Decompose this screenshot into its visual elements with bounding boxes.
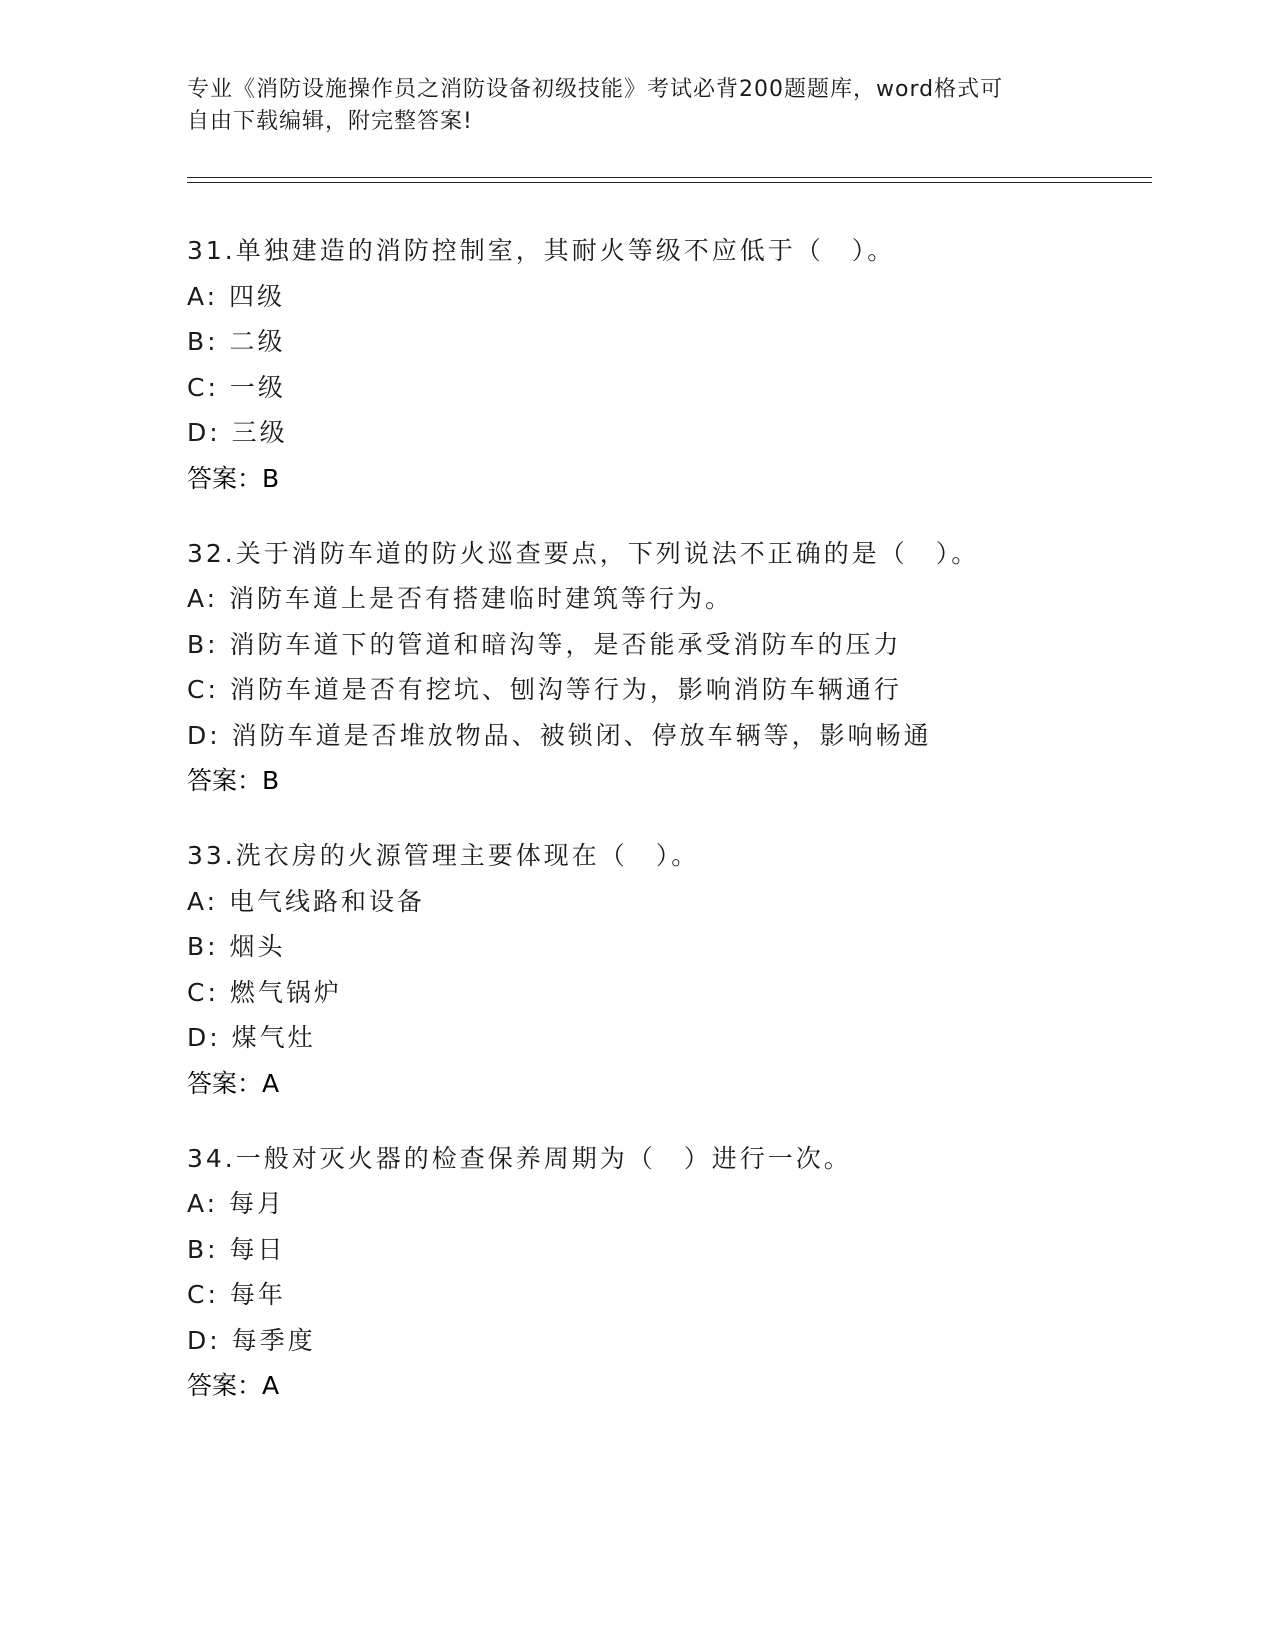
option-c: C: 消防车道是否有挖坑、刨沟等行为，影响消防车辆通行 (187, 675, 902, 704)
document-header (187, 74, 1067, 138)
option-c: C: 每年 (187, 1280, 286, 1309)
question-stem: 31.单独建造的消防控制室，其耐火等级不应低于（ ）。 (187, 236, 896, 265)
answer-line: 答案：B (187, 463, 280, 493)
question-33 (187, 841, 1147, 1099)
header-line-1: 专业《消防设施操作员之消防设备初级技能》考试必背200题题库，word格式可 (187, 77, 1004, 102)
question-stem: 34.一般对灭火器的检查保养周期为（ ）进行一次。 (187, 1143, 852, 1173)
option-d: D: 消防车道是否堆放物品、被锁闭、停放车辆等，影响畅通 (187, 720, 932, 750)
option-c: C: 燃气锅炉 (187, 977, 342, 1007)
header-divider (187, 177, 1152, 183)
question-list (187, 236, 1147, 1446)
question-stem: 33.洗衣房的火源管理主要体现在（ ）。 (187, 841, 700, 870)
header-line-2: 自由下载编辑，附完整答案! (187, 109, 473, 134)
option-a: A: 四级 (187, 281, 286, 311)
option-b: B: 二级 (187, 327, 286, 356)
option-a: A: 电气线路和设备 (187, 886, 426, 916)
answer-line: 答案：B (187, 766, 280, 795)
answer-line: 答案：A (187, 1068, 280, 1098)
option-d: D: 三级 (187, 418, 288, 447)
option-b: B: 消防车道下的管道和暗沟等，是否能承受消防车的压力 (187, 629, 902, 659)
option-a: A: 消防车道上是否有搭建临时建筑等行为。 (187, 584, 734, 613)
option-c: C: 一级 (187, 372, 286, 402)
answer-line: 答案：A (187, 1371, 280, 1400)
option-b: B: 烟头 (187, 932, 286, 961)
question-31 (187, 236, 1147, 494)
question-34 (187, 1144, 1147, 1402)
option-d: D: 每季度 (187, 1325, 316, 1355)
question-stem: 32.关于消防车道的防火巡查要点，下列说法不正确的是（ ）。 (187, 538, 980, 568)
option-d: D: 煤气灶 (187, 1023, 316, 1052)
question-32 (187, 539, 1147, 797)
option-a: A: 每月 (187, 1189, 286, 1218)
option-b: B: 每日 (187, 1234, 286, 1264)
